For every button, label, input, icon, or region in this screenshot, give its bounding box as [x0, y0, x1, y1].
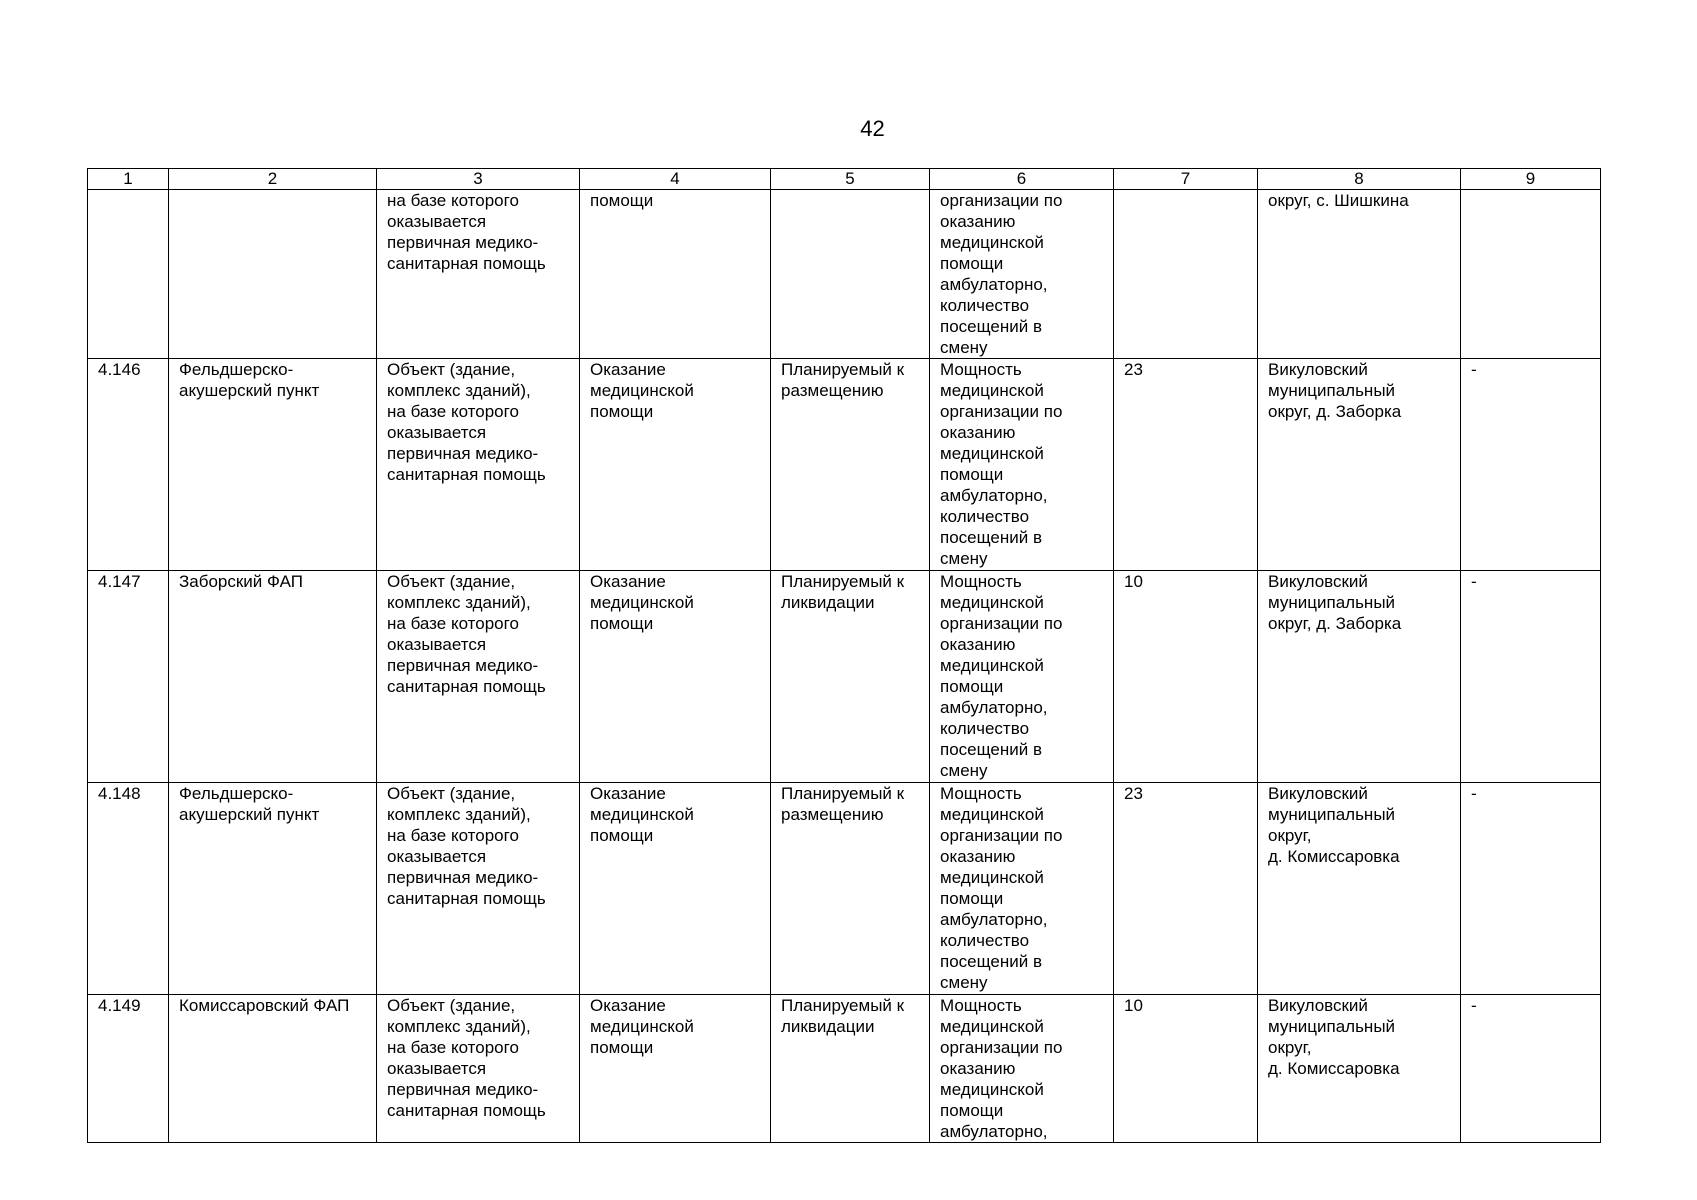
table-cell: [930, 783, 1114, 995]
table-cell: [88, 783, 169, 995]
table-cell: [169, 190, 377, 359]
cell-text: 4.148: [98, 784, 141, 803]
table-row: [88, 995, 1601, 1143]
objects-table: [87, 168, 1601, 1143]
table-cell: [580, 783, 771, 995]
table-cell: [580, 995, 771, 1143]
table-cell: [1114, 995, 1258, 1143]
table-header-row: [88, 169, 1601, 190]
table-cell: [930, 995, 1114, 1143]
cell-text: Викуловский муниципальный округ, д. Заборка: [1268, 360, 1402, 421]
cell-text: 4.146: [98, 360, 141, 379]
cell-text: Оказание медицинской помощи: [590, 572, 694, 633]
table-row: [88, 359, 1601, 571]
table-cell: [771, 995, 930, 1143]
table-cell: [771, 190, 930, 359]
cell-text: Фельдшерско- акушерский пункт: [179, 360, 320, 400]
table-cell: [930, 190, 1114, 359]
table-cell: [377, 783, 580, 995]
table-cell: [771, 783, 930, 995]
cell-text: -: [1471, 572, 1477, 591]
table-cell: [771, 359, 930, 571]
cell-text: Планируемый к размещению: [781, 360, 905, 400]
cell-text: 4.149: [98, 996, 141, 1015]
cell-text: Объект (здание, комплекс зданий), на базе которого оказывается первичная медико- санитарная помощь: [387, 996, 546, 1120]
cell-text: Мощность медицинской организации по оказанию медицинской помощи амбулаторно, количество посещений в смену: [940, 360, 1063, 568]
table-cell: [169, 783, 377, 995]
table-cell: [169, 359, 377, 571]
cell-text: Мощность медицинской организации по оказанию медицинской помощи амбулаторно,: [940, 996, 1063, 1141]
cell-text: организации по оказанию медицинской помощи амбулаторно, количество посещений в смену: [940, 191, 1063, 357]
header-cell: 3: [377, 169, 580, 190]
table-cell: [930, 571, 1114, 783]
table-cell: [580, 359, 771, 571]
cell-text: 4.147: [98, 572, 141, 591]
table-cell: [377, 995, 580, 1143]
cell-text: Объект (здание, комплекс зданий), на базе которого оказывается первичная медико- санитарная помощь: [387, 572, 546, 696]
cell-text: -: [1471, 360, 1477, 379]
cell-text: Заборский ФАП: [179, 572, 303, 591]
table-cell: [169, 571, 377, 783]
table-cell: [1114, 571, 1258, 783]
table-cell: [377, 571, 580, 783]
table-cell: [580, 571, 771, 783]
table-cell: [377, 190, 580, 359]
cell-text: Планируемый к размещению: [781, 784, 905, 824]
cell-text: помощи: [590, 191, 654, 210]
header-cell: 6: [930, 169, 1114, 190]
table-cell: [1461, 571, 1601, 783]
table-cell: [1114, 359, 1258, 571]
table-cell: [88, 571, 169, 783]
header-cell: 1: [88, 169, 169, 190]
table-cell: [1258, 783, 1461, 995]
table-cell: [1461, 995, 1601, 1143]
cell-text: Оказание медицинской помощи: [590, 360, 694, 421]
cell-text: на базе которого оказывается первичная медико- санитарная помощь: [387, 191, 546, 273]
cell-text: 10: [1124, 572, 1143, 591]
cell-text: Викуловский муниципальный округ, д. Заборка: [1268, 572, 1402, 633]
table-cell: [1258, 995, 1461, 1143]
cell-text: Оказание медицинской помощи: [590, 996, 694, 1057]
cell-text: 23: [1124, 360, 1143, 379]
header-cell: 8: [1258, 169, 1461, 190]
cell-text: Викуловский муниципальный округ, д. Комиссаровка: [1268, 996, 1400, 1078]
table-cell: [930, 359, 1114, 571]
header-cell: 9: [1461, 169, 1601, 190]
table-row: [88, 190, 1601, 359]
cell-text: Планируемый к ликвидации: [781, 572, 905, 612]
table-cell: [1258, 190, 1461, 359]
cell-text: Объект (здание, комплекс зданий), на базе которого оказывается первичная медико- санитарная помощь: [387, 784, 546, 908]
cell-text: 10: [1124, 996, 1143, 1015]
cell-text: Комиссаровский ФАП: [179, 996, 350, 1015]
cell-text: Фельдшерско- акушерский пункт: [179, 784, 320, 824]
cell-text: Викуловский муниципальный округ, д. Комиссаровка: [1268, 784, 1400, 866]
table-row: [88, 571, 1601, 783]
cell-text: 23: [1124, 784, 1143, 803]
table-cell: [1461, 190, 1601, 359]
cell-text: округ, с. Шишкина: [1268, 191, 1409, 210]
table-cell: [580, 190, 771, 359]
header-cell: 7: [1114, 169, 1258, 190]
header-cell: 2: [169, 169, 377, 190]
table-cell: [88, 995, 169, 1143]
header-cell: 4: [580, 169, 771, 190]
table-cell: [1258, 359, 1461, 571]
page-number: 42: [860, 116, 885, 141]
cell-text: Мощность медицинской организации по оказанию медицинской помощи амбулаторно, количество посещений в смену: [940, 784, 1063, 992]
cell-text: Мощность медицинской организации по оказанию медицинской помощи амбулаторно, количество посещений в смену: [940, 572, 1063, 780]
table-cell: [1114, 190, 1258, 359]
cell-text: Планируемый к ликвидации: [781, 996, 905, 1036]
header-cell: 5: [771, 169, 930, 190]
table-cell: [88, 359, 169, 571]
table-cell: [169, 995, 377, 1143]
table-cell: [1461, 359, 1601, 571]
table-row: [88, 783, 1601, 995]
table-cell: [377, 359, 580, 571]
cell-text: Объект (здание, комплекс зданий), на базе которого оказывается первичная медико- санитарная помощь: [387, 360, 546, 484]
table-cell: [1114, 783, 1258, 995]
cell-text: Оказание медицинской помощи: [590, 784, 694, 845]
table-cell: [771, 571, 930, 783]
table-cell: [88, 190, 169, 359]
cell-text: -: [1471, 784, 1477, 803]
cell-text: -: [1471, 996, 1477, 1015]
table-cell: [1461, 783, 1601, 995]
table-cell: [1258, 571, 1461, 783]
